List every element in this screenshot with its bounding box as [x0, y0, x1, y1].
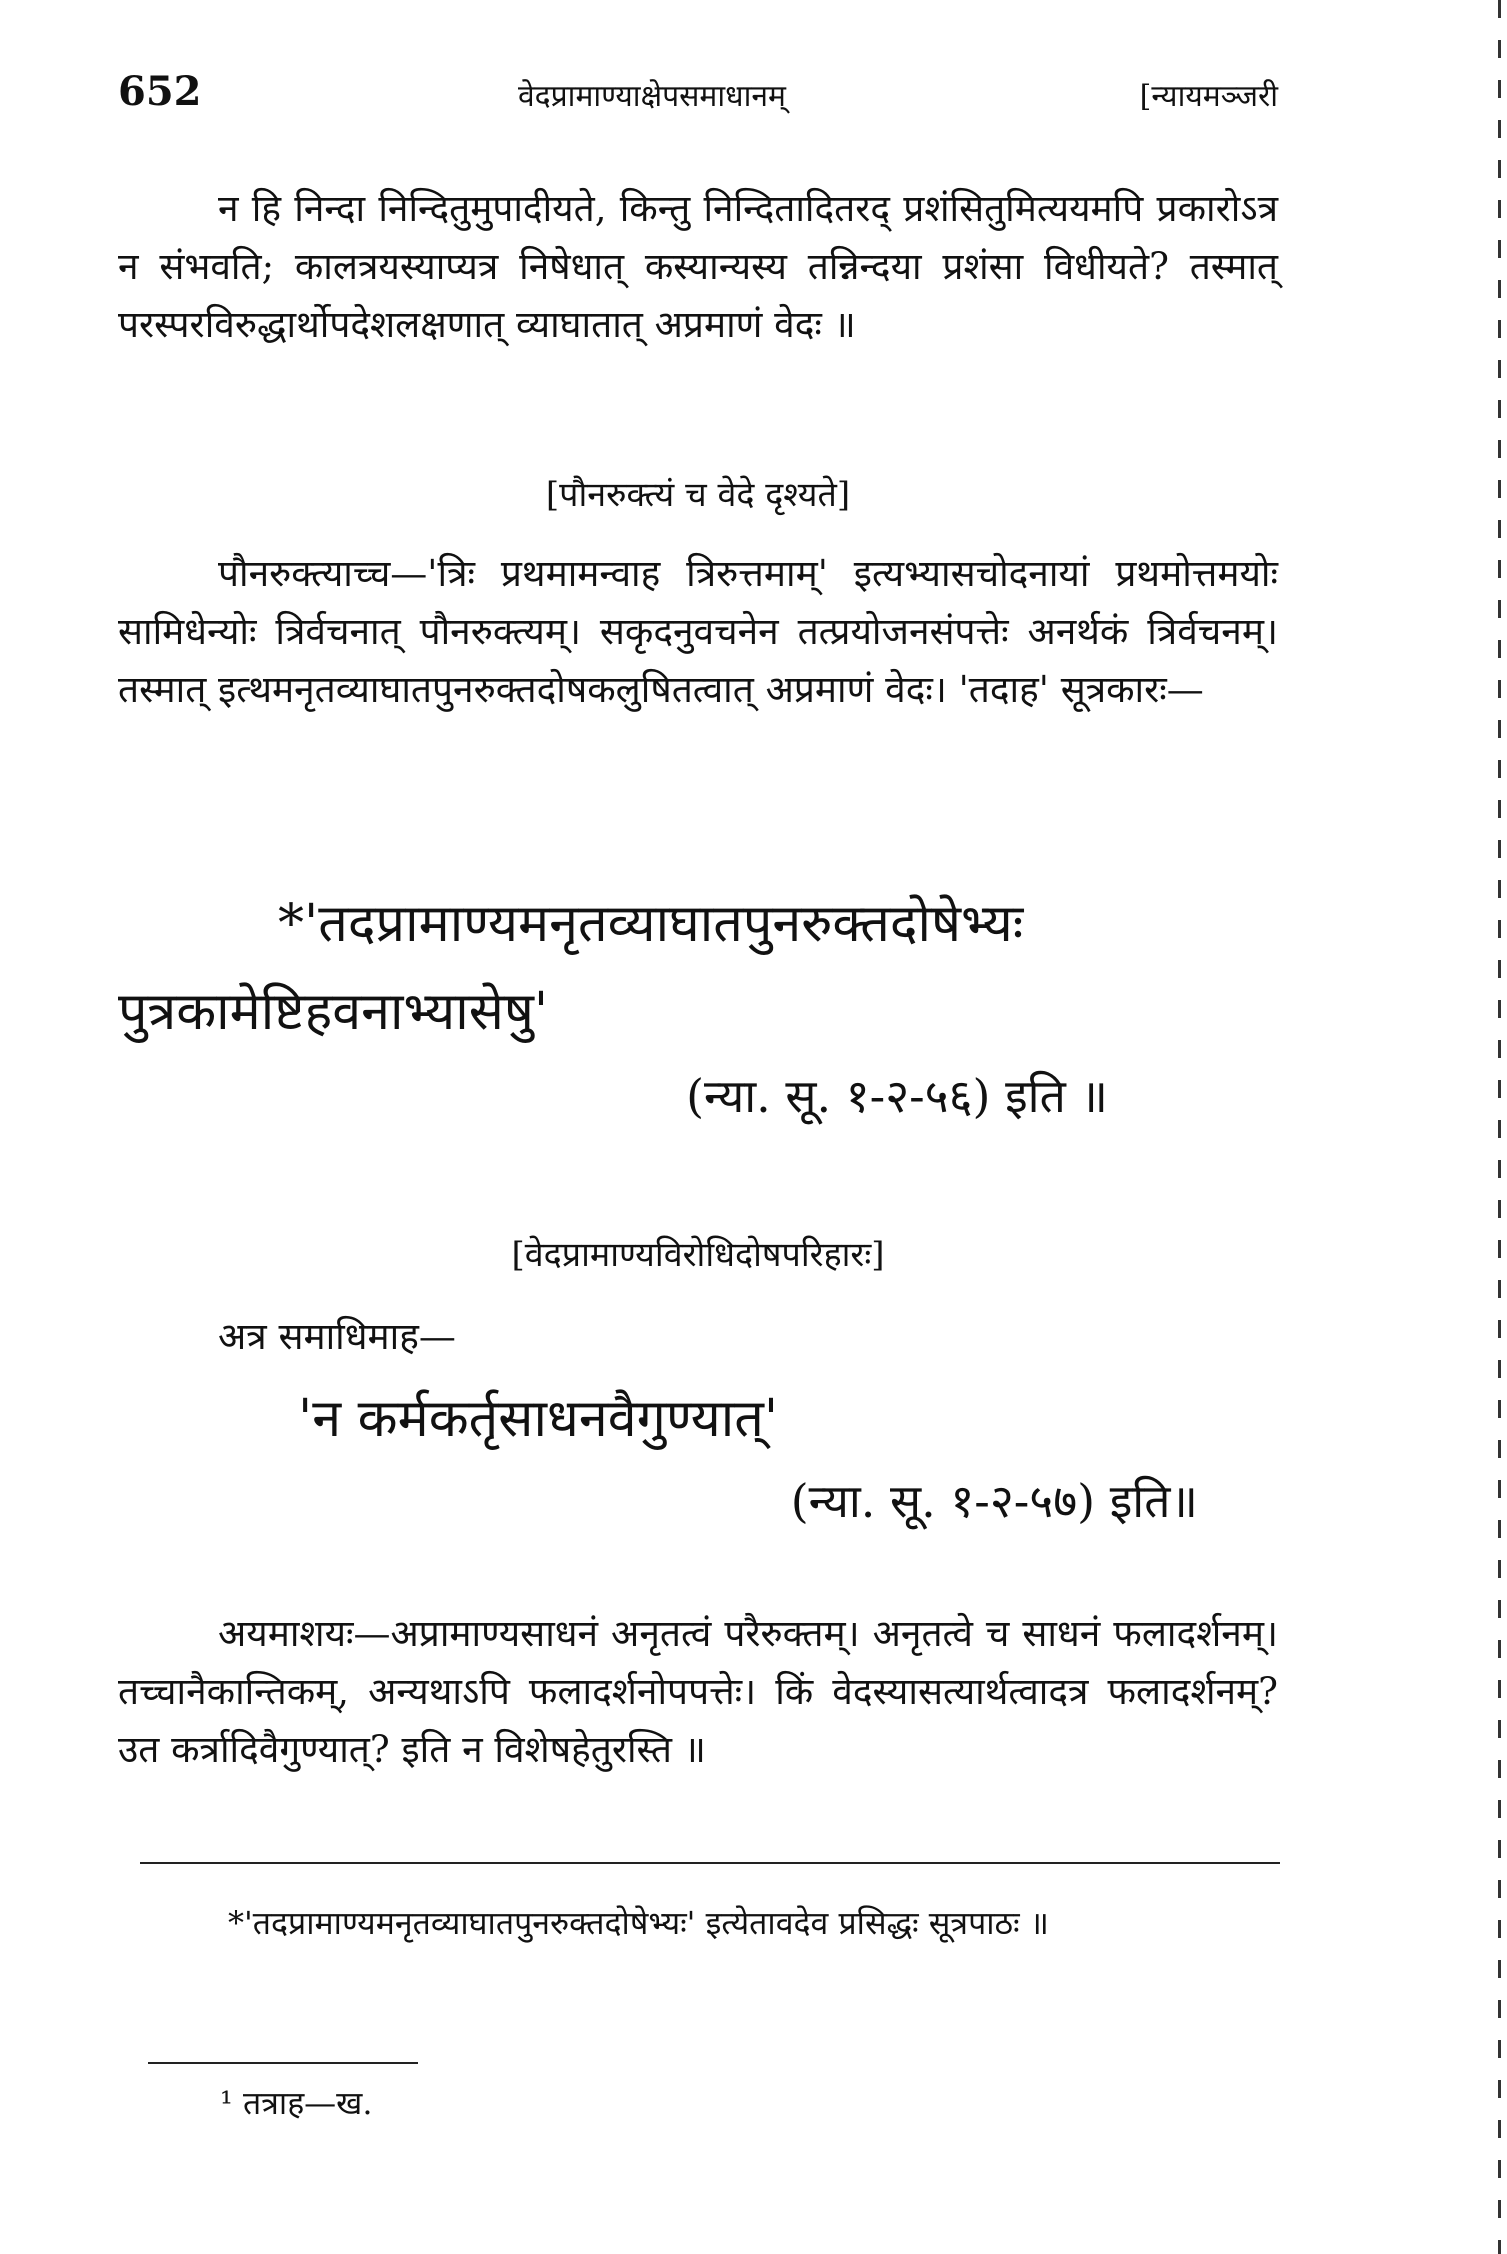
- page-number: 652: [118, 68, 202, 115]
- sutra-block-2: [118, 1375, 1278, 1531]
- sutra-line-1: *'तदप्रामाण्यमनृतव्याघातपुनरुक्तदोषेभ्यः: [278, 894, 1024, 954]
- section-heading-1: [118, 470, 1278, 516]
- book-title: [न्यायमञ्जरी: [1139, 79, 1278, 114]
- paragraph-2: [118, 545, 1278, 719]
- paragraph-text: अत्र समाधिमाह—: [218, 1315, 456, 1358]
- paragraph-text: न हि निन्दा निन्दितुमुपादीयते, किन्तु निन्दितादितरद् प्रशंसितुमित्ययमपि प्रकारोऽत्र न संभवति; कालत्रयस्याप्यत्र निषेधात् कस्यान्यस्य तन्निन्दया प्रशंसा विधीयते? तस्मात् परस्परविरुद्धार्थोपदेशलक्षणात् व्याघातात् अप्रमाणं वेदः ॥: [118, 187, 1278, 346]
- paragraph-4: [118, 1605, 1278, 1779]
- sutra-citation-1: (न्या. सू. १-२-५६) इति ॥: [686, 1069, 1108, 1123]
- heading-text: [वेदप्रामाण्यविरोधिदोषपरिहारः]: [511, 1235, 885, 1275]
- sutra-block-1: [118, 880, 1278, 1126]
- sutra-line-2: पुत्रकामेष्टिहवनाभ्यासेषु': [118, 982, 549, 1042]
- page-edge-decoration: [1498, 0, 1501, 2254]
- heading-text: [पौनरुक्त्यं च वेदे दृश्यते]: [545, 475, 851, 515]
- footnote-short-rule: [148, 2062, 418, 2064]
- footnote-1: [220, 2075, 1380, 2131]
- running-title: वेदप्रामाण्याक्षेपसमाधानम्: [518, 79, 786, 114]
- paragraph-text: पौनरुक्त्याच्च—'त्रिः प्रथमामन्वाह त्रिरुत्तमाम्' इत्यभ्यासचोदनायां प्रथमोत्तमयोः सामिधेन्योः त्रिर्वचनात् पौनरुक्त्यम्। सकृदनुवचनेन तत्प्रयोजनसंपत्तेः अनर्थकं त्रिर्वचनम्। तस्मात् इत्थमनृतव्याघातपुनरुक्तदोषकलुषितत्वात् अप्रमाणं वेदः। 'तदाह' सूत्रकारः—: [118, 552, 1278, 711]
- footnote-text: ¹ तत्राह—ख.: [220, 2084, 373, 2122]
- page-header: [118, 60, 1278, 130]
- section-heading-2: [118, 1230, 1278, 1276]
- footnote-separator: [140, 1862, 1280, 1864]
- paragraph-3: [118, 1308, 1278, 1366]
- paragraph-text: अयमाशयः—अप्रामाण्यसाधनं अनृतत्वं परैरुक्तम्। अनृतत्वे च साधनं फलादर्शनम्। तच्चानैकान्तिकम्, अन्यथाऽपि फलादर्शनोपपत्तेः। किं वेदस्यासत्यार्थत्वादत्र फलादर्शनम्? उत कर्त्रादिवैगुण्यात्? इति न विशेषहेतुरस्ति ॥: [118, 1612, 1278, 1771]
- sutra-citation-2: (न्या. सू. १-२-५७) इति॥: [790, 1474, 1198, 1528]
- footnote-text: *'तदप्रामाण्यमनृतव्याघातपुनरुक्तदोषेभ्यः' इत्येतावदेव प्रसिद्धः सूत्रपाठः ॥: [228, 1904, 1049, 1942]
- sutra-line: 'न कर्मकर्तृसाधनवैगुण्यात्': [298, 1389, 779, 1449]
- footnote-star: [118, 1895, 1278, 1951]
- paragraph-1: [118, 180, 1278, 354]
